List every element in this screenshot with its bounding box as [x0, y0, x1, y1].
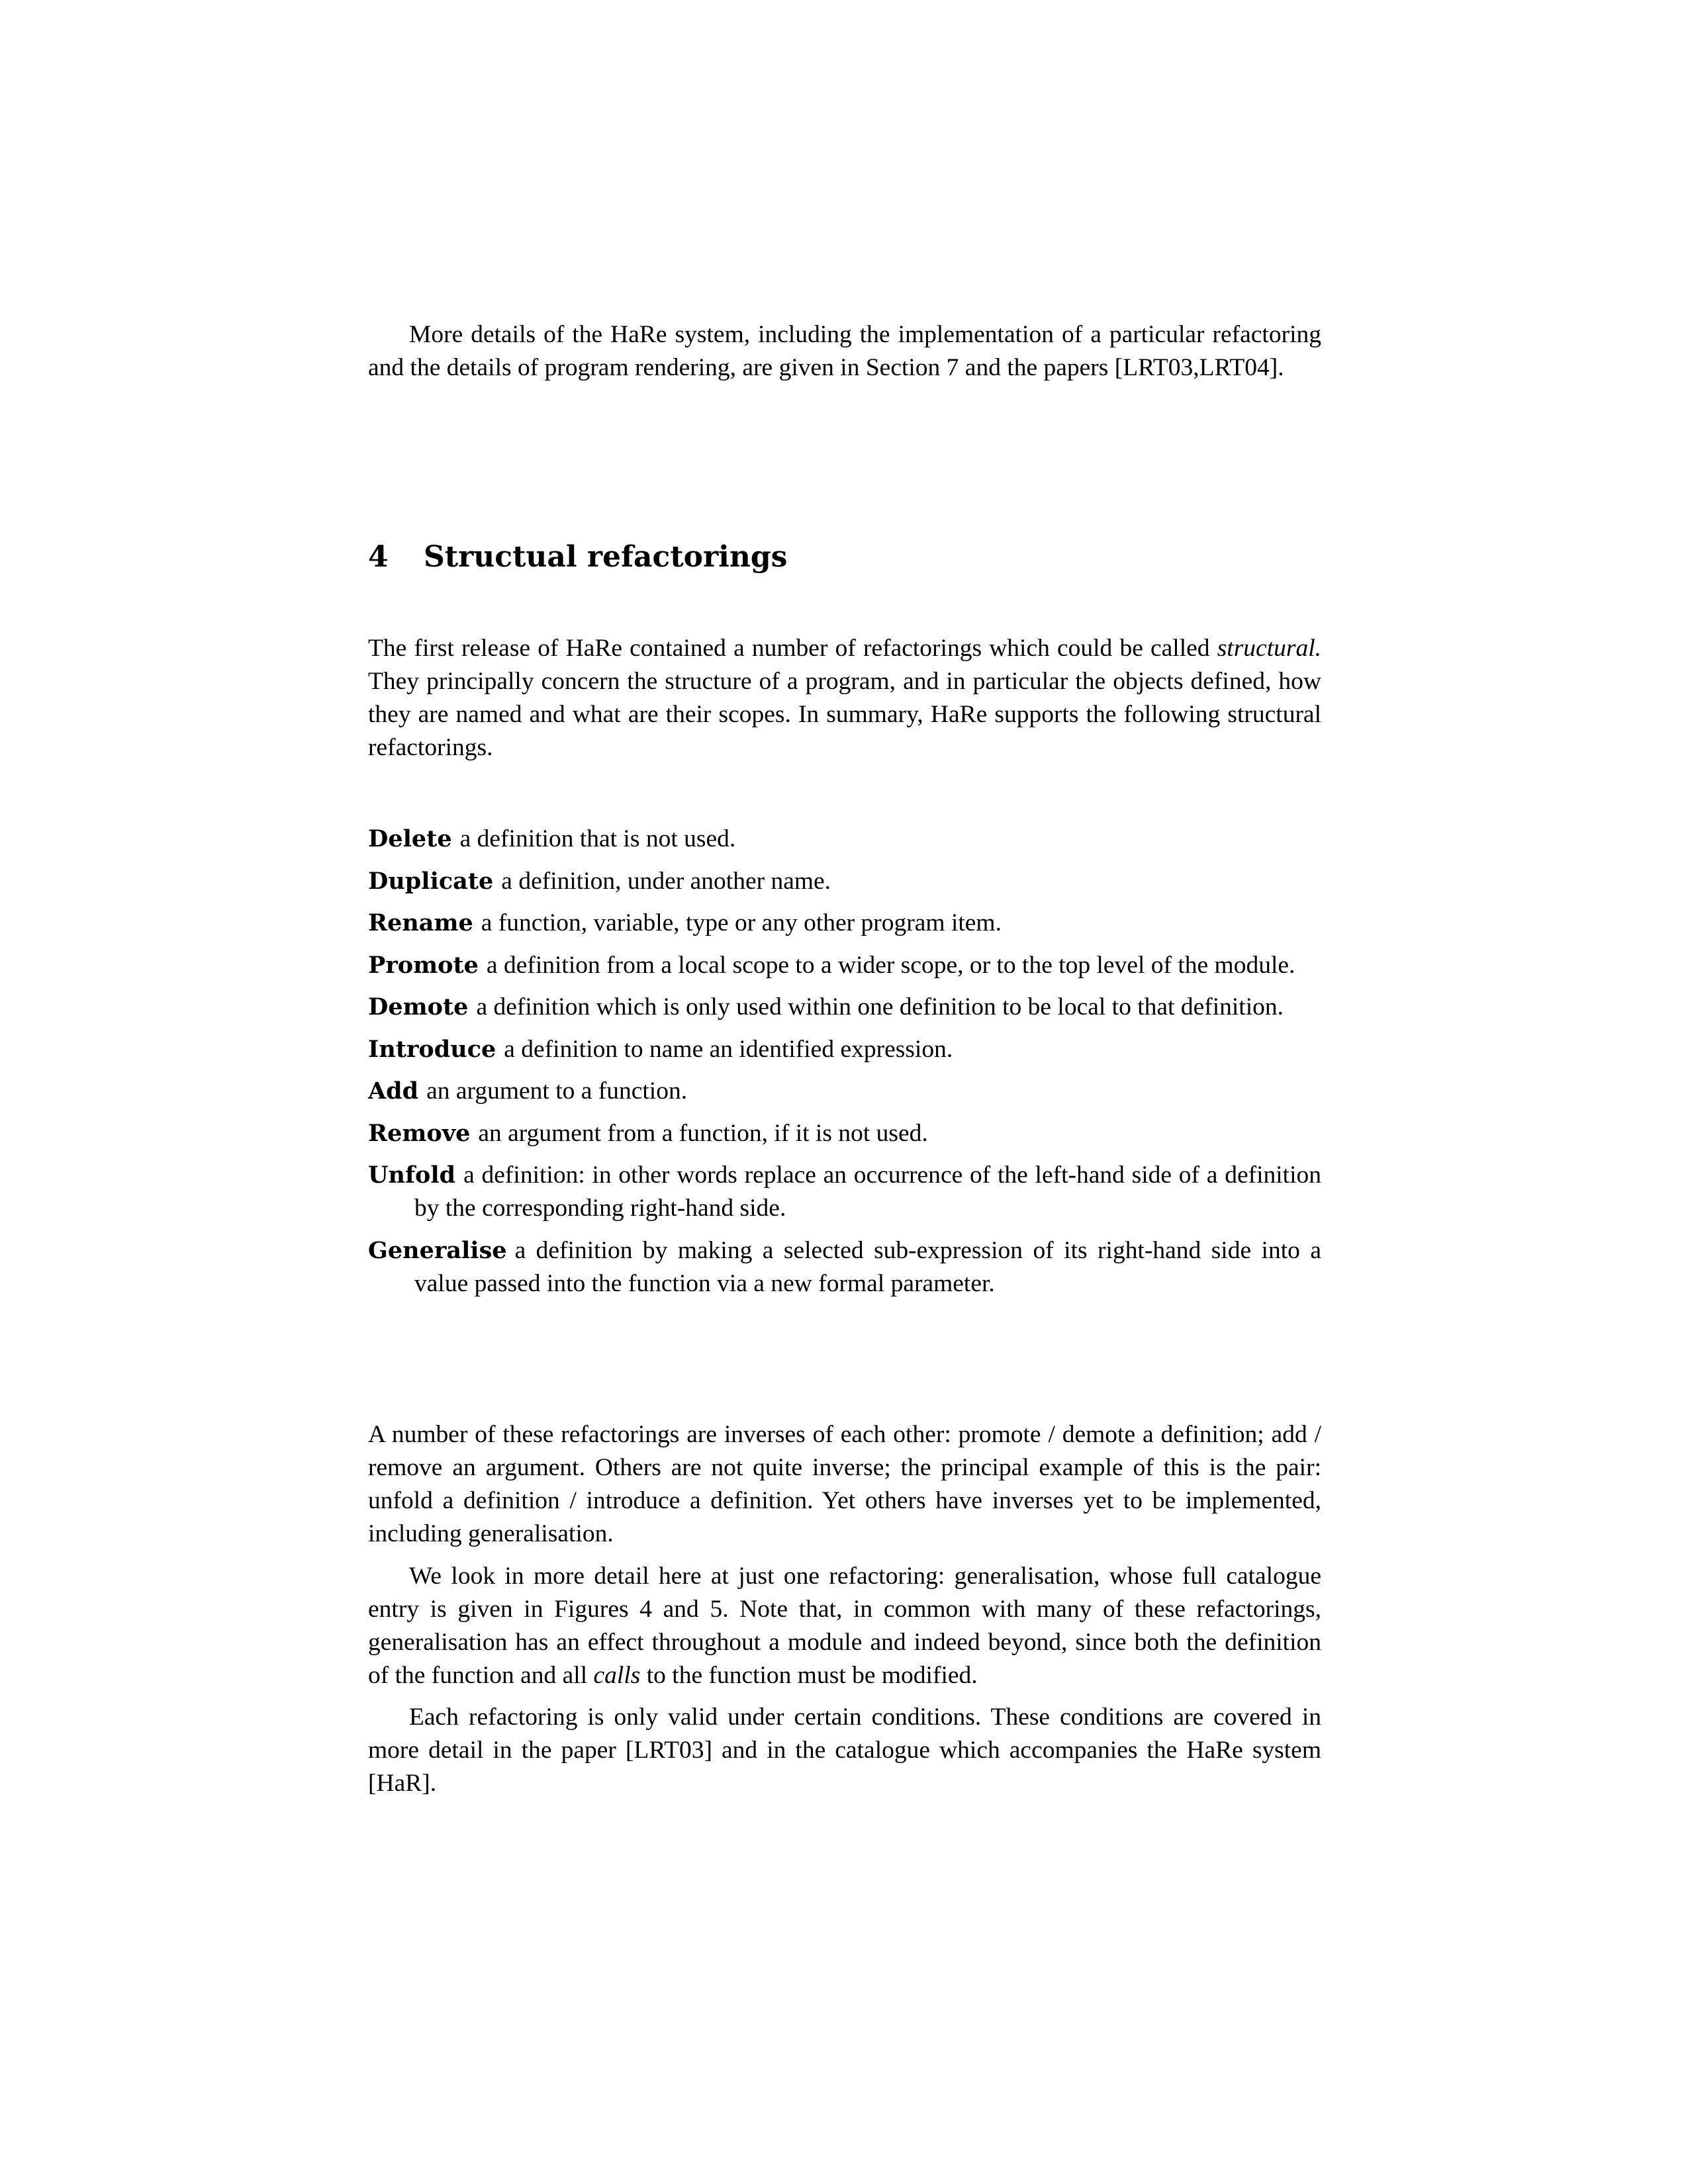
refactoring-description: a definition by making a selected sub-expression of its right-hand side into a value passed into the function via a new formal parameter.: [414, 1236, 1321, 1297]
list-item: [368, 1159, 1321, 1225]
section-title: Structual refactorings: [424, 539, 788, 574]
refactoring-term: Demote: [368, 993, 469, 1021]
structural-paragraph: [368, 632, 1321, 764]
list-item: [368, 1033, 1321, 1066]
refactoring-term: Add: [368, 1077, 419, 1105]
refactoring-term: Unfold: [368, 1161, 456, 1189]
refactoring-term: Introduce: [368, 1035, 496, 1063]
refactoring-description: an argument from a function, if it is not used.: [478, 1119, 928, 1147]
closing-paragraphs: [368, 1418, 1321, 1800]
list-item: [368, 991, 1321, 1024]
refactoring-term: Remove: [368, 1119, 471, 1147]
refactoring-description: a definition from a local scope to a wider scope, or to the top level of the module.: [486, 951, 1295, 979]
intro-paragraph: More details of the HaRe system, including the implementation of a particular refactoring and the details of program rendering, are given in Section 7 and the papers [LRT03,LRT04].: [368, 321, 1321, 381]
calls-emphasis: calls: [593, 1661, 641, 1689]
section-heading: [368, 537, 787, 577]
refactoring-term: Delete: [368, 825, 452, 852]
list-item: [368, 1234, 1321, 1300]
refactoring-description: a function, variable, type or any other program item.: [481, 909, 1002, 936]
refactoring-term: Promote: [368, 951, 479, 979]
list-item: [368, 949, 1321, 982]
refactoring-description: a definition that is not used.: [459, 825, 736, 852]
refactoring-description: a definition to name an identified expression.: [504, 1035, 953, 1063]
list-item: [368, 823, 1321, 856]
validity-paragraph: Each refactoring is only valid under certain conditions. These conditions are covered in more detail in the paper [LRT03] and in the catalogue which accompanies the HaRe system [HaR].: [368, 1704, 1321, 1797]
list-item: [368, 1117, 1321, 1150]
generalisation-text-before: We look in more detail here at just one refactoring: generalisation, whose full catalogue entry is given in Figures 4 and 5. Note that, in common with many of these refactorings, generalisation has an effect throughout a module and indeed beyond, since both the definition of the function and all: [368, 1562, 1321, 1689]
structural-paragraph-text-after: They principally concern the structure of a program, and in particular the objects defined, how they are named and what are their scopes. In summary, HaRe supports the following structural refactorings.: [368, 668, 1321, 761]
inverses-paragraph: A number of these refactorings are inverses of each other: promote / demote a definition; add / remove an argument. Others are not quite inverse; the principal example of this is the pair: unfold a definition / introduce a definition. Yet others have inverses yet to be implemented, including generalisation.: [368, 1421, 1321, 1547]
refactoring-description: a definition, under another name.: [501, 867, 831, 895]
refactoring-description: a definition: in other words replace an occurrence of the left-hand side of a definition by the corresponding right-hand side.: [414, 1161, 1321, 1222]
structural-paragraph-text-before: The first release of HaRe contained a number of refactorings which could be called: [368, 635, 1217, 662]
refactoring-list: [368, 823, 1321, 1309]
generalisation-paragraph: [368, 1560, 1321, 1692]
structural-emphasis: structural.: [1217, 635, 1321, 662]
list-item: [368, 1075, 1321, 1108]
refactoring-description: an argument to a function.: [426, 1077, 688, 1105]
refactoring-term: Duplicate: [368, 867, 494, 895]
list-item: [368, 907, 1321, 940]
refactoring-description: a definition which is only used within one definition to be local to that definition.: [476, 993, 1284, 1021]
refactoring-term: Rename: [368, 909, 473, 936]
refactoring-term: Generalise: [368, 1236, 507, 1264]
section-number: 4: [368, 539, 389, 574]
generalisation-text-after: to the function must be modified.: [640, 1661, 978, 1689]
list-item: [368, 865, 1321, 898]
